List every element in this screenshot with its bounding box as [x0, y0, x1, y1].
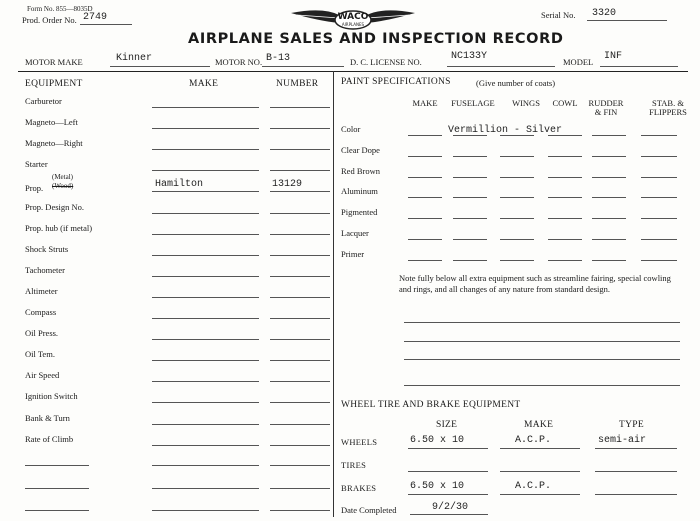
equipment-item-label: Bank & Turn — [25, 412, 70, 423]
paint-cell-line — [548, 156, 582, 157]
equipment-item-label: Altimeter — [25, 285, 58, 296]
paint-cell-line — [453, 177, 487, 178]
paint-row-label: Color — [341, 124, 361, 134]
equipment-item-label: Tachometer — [25, 264, 65, 275]
equipment-item-label: Shock Struts — [25, 243, 69, 254]
paint-cell-line — [408, 260, 442, 261]
logo-subtext: AIRPLANES — [341, 22, 365, 27]
motor-no-value: B-13 — [266, 53, 291, 64]
equipment-make-line — [152, 445, 259, 446]
logo-text: WACO — [337, 12, 369, 22]
wheel-make-value: A.C.P. — [515, 435, 552, 446]
equipment-make-line — [152, 149, 259, 150]
model-label: MODEL — [563, 57, 594, 67]
equipment-number-heading: NUMBER — [276, 79, 319, 89]
equipment-number-line — [270, 276, 330, 277]
paint-cell-line — [500, 260, 534, 261]
wheel-type-line — [595, 448, 677, 449]
paint-cell-line — [548, 218, 582, 219]
wheel-make-line — [500, 494, 580, 495]
equipment-item-label: Ignition Switch — [25, 391, 78, 402]
paint-cell-line — [592, 177, 626, 178]
equipment-make-line — [152, 128, 259, 129]
paint-column-heading: STAB. & FLIPPERS — [649, 98, 687, 117]
paint-cell-line — [592, 197, 626, 198]
paint-heading: PAINT SPECIFICATIONS — [341, 77, 451, 87]
model-value: INF — [604, 51, 623, 62]
paint-cell-line — [548, 197, 582, 198]
wheel-type-line — [595, 471, 677, 472]
motor-make-value: Kinner — [116, 53, 153, 64]
equipment-item-label: Carburetor — [25, 96, 62, 106]
paint-row-label: Primer — [341, 248, 365, 259]
paint-cell-line — [453, 218, 487, 219]
wheel-row-label: WHEELS — [341, 437, 378, 447]
equipment-number-value: 13129 — [272, 179, 303, 191]
equipment-heading: EQUIPMENT — [25, 79, 83, 89]
equipment-make-line — [152, 402, 259, 403]
paint-cell-line — [500, 177, 534, 178]
paint-column-heading: COWL — [552, 98, 578, 108]
paint-column-heading: MAKE — [412, 98, 438, 108]
prod-order-value: 2749 — [83, 12, 108, 23]
paint-cell-line — [548, 177, 582, 178]
equipment-make-line — [152, 191, 259, 192]
paint-cell-line — [453, 156, 487, 157]
wheel-size-line — [408, 448, 488, 449]
paint-column-heading: RUDDER & FIN — [588, 98, 624, 117]
equipment-number-line — [270, 381, 330, 382]
equipment-make-value: Hamilton — [155, 179, 204, 191]
equipment-number-line — [270, 445, 330, 446]
license-value: NC133Y — [451, 51, 488, 62]
paint-cell-line — [453, 260, 487, 261]
prop-metal-label: (Metal) — [52, 173, 73, 182]
equipment-make-line — [152, 297, 259, 298]
motor-no-label: MOTOR NO. — [215, 57, 263, 67]
form-title: AIRPLANE SALES AND INSPECTION RECORD — [188, 31, 564, 47]
paint-cell-line — [548, 260, 582, 261]
equipment-number-line — [270, 234, 330, 235]
paint-cell-line — [453, 197, 487, 198]
wheel-make-heading: MAKE — [524, 420, 554, 430]
equipment-number-line — [270, 107, 330, 108]
paint-cell-line — [641, 135, 677, 136]
paint-cell-line — [641, 239, 677, 240]
form-number: Form No. 855—8035D — [27, 5, 93, 13]
extra-equipment-note: Note fully below all extra equipment such as streamline fairing, special cowling and rings, and all changes of any nature from standard design. — [399, 273, 671, 294]
equipment-item-label: Oil Tem. — [25, 349, 55, 360]
equipment-item-label: Compass — [25, 307, 57, 317]
prod-order-line — [80, 24, 132, 25]
wheel-type-line — [595, 494, 677, 495]
date-completed-label: Date Completed — [341, 505, 397, 515]
equipment-make-line — [152, 360, 259, 361]
paint-cell-line — [500, 239, 534, 240]
equipment-make-line — [152, 107, 259, 108]
equipment-make-line — [152, 213, 259, 214]
wheel-type-value: semi-air — [598, 435, 647, 446]
equipment-item-label: Prop. Design No. — [25, 201, 85, 212]
wheel-heading: WHEEL TIRE AND BRAKE EQUIPMENT — [341, 400, 521, 410]
prop-wood-label: (Wood) — [52, 182, 74, 191]
equipment-make-heading: MAKE — [189, 79, 219, 89]
paint-cell-line — [641, 156, 677, 157]
equipment-item-label: Starter — [25, 159, 48, 170]
equipment-make-line — [152, 339, 259, 340]
wheel-row-label: BRAKES — [341, 483, 377, 493]
equipment-number-line — [270, 297, 330, 298]
equipment-item-label: Oil Press. — [25, 328, 59, 339]
equipment-item-label: Magneto—Left — [25, 117, 78, 128]
equipment-make-line — [152, 318, 259, 319]
equipment-number-line — [270, 424, 330, 425]
wheel-make-value: A.C.P. — [515, 481, 552, 492]
paint-cell-line — [592, 135, 626, 136]
equipment-number-line — [270, 318, 330, 319]
paint-cell-line — [500, 218, 534, 219]
paint-cell-line — [641, 177, 677, 178]
paint-cell-line — [408, 239, 442, 240]
wheel-size-value: 6.50 x 10 — [410, 481, 465, 492]
paint-row-label: Aluminum — [341, 186, 378, 197]
paint-row-label: Pigmented — [341, 207, 378, 218]
equipment-number-line — [270, 213, 330, 214]
paint-column-heading: FUSELAGE — [451, 98, 495, 108]
wheel-make-line — [500, 471, 580, 472]
paint-cell-line — [408, 135, 442, 136]
equipment-number-line — [270, 170, 330, 171]
equipment-make-line — [152, 276, 259, 277]
paint-cell-line — [500, 156, 534, 157]
motor-make-label: MOTOR MAKE — [25, 57, 83, 67]
equipment-number-line — [270, 149, 330, 150]
paint-cell-line — [408, 218, 442, 219]
paint-cell-line — [641, 260, 677, 261]
paint-cell-line — [592, 239, 626, 240]
wheel-size-value: 6.50 x 10 — [410, 435, 465, 446]
equipment-item-label: Magneto—Right — [25, 138, 83, 149]
serial-label: Serial No. — [541, 10, 576, 20]
date-completed-value: 9/2/30 — [432, 502, 469, 513]
header-divider — [18, 71, 688, 72]
paint-cell-line — [408, 156, 442, 157]
paint-note: (Give number of coats) — [476, 78, 556, 88]
equipment-number-line — [270, 191, 330, 192]
paint-row-label: Clear Dope — [341, 144, 380, 155]
equipment-make-line — [152, 234, 259, 235]
wheel-size-line — [408, 471, 488, 472]
paint-cell-line — [592, 260, 626, 261]
paint-cell-line — [592, 218, 626, 219]
wheel-row-label: TIRES — [341, 460, 367, 470]
equipment-make-line — [152, 255, 259, 256]
serial-line — [587, 20, 667, 21]
license-label: D. C. LICENSE NO. — [350, 57, 422, 67]
paint-cell-line — [641, 197, 677, 198]
equipment-item-label: Prop. — [25, 183, 44, 194]
prod-order-label: Prod. Order No. — [22, 15, 77, 25]
paint-color-value: Vermillion - Silver — [448, 125, 563, 136]
paint-cell-line — [408, 177, 442, 178]
equipment-make-line — [152, 170, 259, 171]
paint-cell-line — [408, 197, 442, 198]
equipment-number-line — [270, 339, 330, 340]
paint-cell-line — [548, 239, 582, 240]
equipment-item-label: Prop. hub (if metal) — [25, 222, 93, 233]
equipment-item-label: Air Speed — [25, 370, 60, 381]
paint-column-heading: WINGS — [512, 98, 540, 108]
wheel-size-line — [408, 494, 488, 495]
paint-cell-line — [453, 239, 487, 240]
equipment-item-label: Rate of Climb — [25, 433, 74, 444]
wheel-size-heading: SIZE — [436, 420, 458, 430]
equipment-number-line — [270, 402, 330, 403]
paint-row-label: Lacquer — [341, 228, 369, 238]
paint-row-label: Red Brown — [341, 165, 380, 176]
column-divider — [333, 71, 334, 517]
wheel-type-heading: TYPE — [619, 420, 644, 430]
paint-cell-line — [500, 197, 534, 198]
paint-cell-line — [592, 156, 626, 157]
equipment-number-line — [270, 255, 330, 256]
serial-value: 3320 — [592, 8, 617, 19]
equipment-make-line — [152, 381, 259, 382]
equipment-make-line — [152, 424, 259, 425]
equipment-number-line — [270, 128, 330, 129]
wheel-make-line — [500, 448, 580, 449]
equipment-number-line — [270, 360, 330, 361]
paint-cell-line — [641, 218, 677, 219]
